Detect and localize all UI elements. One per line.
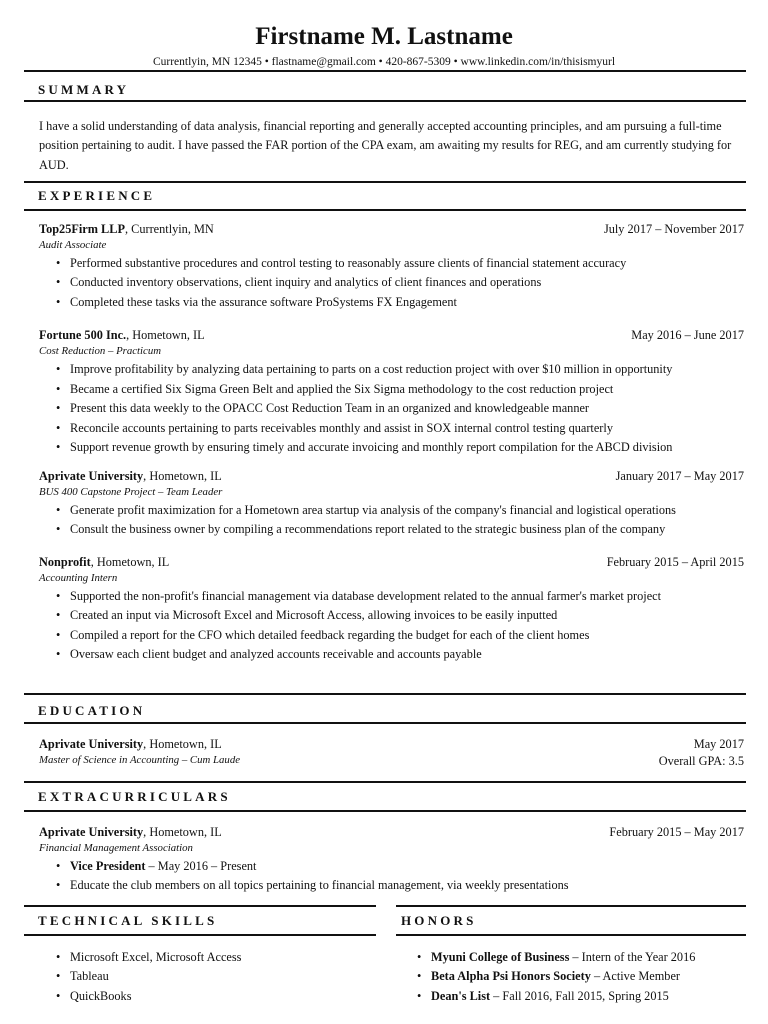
job-entry <box>24 468 746 540</box>
divider <box>396 934 746 936</box>
job-entry <box>24 327 746 458</box>
job-bullets <box>24 254 746 313</box>
divider <box>24 722 746 724</box>
divider <box>24 209 746 211</box>
honors-list <box>396 948 746 1007</box>
activity-title: Financial Management Association <box>39 841 193 854</box>
bullet-item: • Created an input via Microsoft Excel and Microsoft Access, allowing invoices to be easily inputted <box>70 606 746 626</box>
job-title: Accounting Intern <box>39 571 118 584</box>
bullet-item: • Conducted inventory observations, client inquiry and analytics of client finances and operations <box>70 273 746 293</box>
activity-org: Aprivate University <box>39 824 144 839</box>
honor-item <box>431 948 746 968</box>
bullet-item: • Supported the non-profit's financial management via database development related to the annual farmer's market project <box>70 587 746 607</box>
activity-location: , Hometown, IL <box>143 824 222 839</box>
honor-name: Myuni College of Business <box>431 949 570 964</box>
honors-section <box>396 905 746 1006</box>
contact-line: Currentlyin, MN 12345 • flastname@gmail.com • 420-867-5309 • www.linkedin.com/in/thisismyurl <box>152 56 616 68</box>
education-section <box>24 693 746 770</box>
divider <box>24 181 746 183</box>
job-bullets <box>24 501 746 540</box>
job-title: Cost Reduction – Practicum <box>39 345 162 357</box>
job-org: Top25Firm LLP <box>39 221 125 236</box>
divider <box>24 934 376 936</box>
job-dates: July 2017 – November 2017 <box>603 221 744 236</box>
resume-name: Firstname M. Lastname <box>255 23 513 50</box>
divider <box>24 905 376 907</box>
skills-section <box>24 905 376 1006</box>
job-dates: January 2017 – May 2017 <box>615 468 744 483</box>
honor-item <box>431 987 746 1007</box>
summary-heading: SUMMARY <box>38 82 130 97</box>
job-dates: February 2015 – April 2015 <box>606 554 744 569</box>
extracurriculars-heading: EXTRACURRICULARS <box>38 789 231 804</box>
bullet-item: • Improve profitability by analyzing data pertaining to parts on a cost reduction project with over $10 million in opportunity <box>70 360 746 380</box>
job-location: , Hometown, IL <box>126 328 205 342</box>
bullet-item: • Performed substantive procedures and control testing to reasonably assure clients of financial statement accuracy <box>70 254 746 274</box>
summary-section <box>24 70 746 175</box>
divider <box>396 905 746 907</box>
graduation-date: May 2017 <box>693 736 744 751</box>
job-org: Aprivate University <box>39 468 144 483</box>
divider <box>24 70 746 72</box>
skill-item: • QuickBooks <box>70 987 376 1007</box>
activity-dates: February 2015 – May 2017 <box>609 824 744 839</box>
divider <box>24 810 746 812</box>
activity-entry <box>24 824 746 896</box>
school-location: , Hometown, IL <box>143 736 222 751</box>
divider <box>24 100 746 102</box>
job-bullets <box>24 360 746 458</box>
job-title: BUS 400 Capstone Project – Team Leader <box>39 485 223 498</box>
honor-item <box>431 967 746 987</box>
skills-list <box>24 948 376 1007</box>
bullet-item: • Compiled a report for the CFO which detailed feedback regarding the budget for each of the client homes <box>70 626 746 646</box>
extracurriculars-section <box>24 781 746 896</box>
bullet-item: • Support revenue growth by ensuring timely and accurate invoicing and monthly report compilation for the ABCD division <box>70 438 746 458</box>
job-entry <box>24 554 746 665</box>
job-org: Fortune 500 Inc. <box>39 328 127 342</box>
honors-heading: HONORS <box>401 913 477 928</box>
job-org: Nonprofit <box>39 554 91 569</box>
bullet-item: • Completed these tasks via the assurance software ProSystems FX Engagement <box>70 293 746 313</box>
honor-detail: – Intern of the Year 2016 <box>569 949 696 964</box>
gpa: Overall GPA: 3.5 <box>658 753 744 768</box>
skills-heading: TECHNICAL SKILLS <box>38 913 218 928</box>
skill-item: • Microsoft Excel, Microsoft Access <box>70 948 376 968</box>
job-dates: May 2016 – June 2017 <box>631 328 744 342</box>
bullet-item: • Became a certified Six Sigma Green Belt and applied the Six Sigma methodology to the cost reduction project <box>70 380 746 400</box>
job-bullets <box>24 587 746 665</box>
activity-bullets <box>24 857 746 896</box>
bullet-item <box>70 857 746 877</box>
divider <box>24 781 746 783</box>
role-title: Vice President <box>70 858 146 873</box>
job-location: , Hometown, IL <box>143 468 222 483</box>
honor-name: Dean's List <box>431 988 491 1003</box>
bullet-item: • Educate the club members on all topics pertaining to financial management, via weekly presentations <box>70 876 746 896</box>
job-title: Audit Associate <box>39 238 107 251</box>
bullet-item: • Reconcile accounts pertaining to parts receivables monthly and assist in SOX internal control testing quarterly <box>70 419 746 439</box>
experience-heading: EXPERIENCE <box>38 188 156 203</box>
honor-detail: – Active Member <box>590 969 681 983</box>
skill-item: • Tableau <box>70 967 376 987</box>
job-entry <box>24 221 746 313</box>
education-heading: EDUCATION <box>38 703 146 718</box>
job-location: , Currentlyin, MN <box>124 221 214 236</box>
summary-text: I have a solid understanding of data analysis, financial reporting and generally accepted accounting principles, and am pursuing a full-time position pertaining to audit. I have passed the FAR portion of the CPA exam, am awaiting my results for REG, and am currently studying for AUD. <box>39 118 732 172</box>
honor-name: Beta Alpha Psi Honors Society <box>431 969 591 983</box>
experience-section <box>24 181 746 665</box>
bullet-item: • Present this data weekly to the OPACC Cost Reduction Team in an organized and knowledgeable manner <box>70 399 746 419</box>
education-entry <box>24 736 746 770</box>
bullet-item: • Generate profit maximization for a Hometown area startup via analysis of the company's financial and logistical operations <box>70 501 746 521</box>
bullet-item: • Oversaw each client budget and analyzed accounts receivable and accounts payable <box>70 645 746 665</box>
honor-detail: – Fall 2016, Fall 2015, Spring 2015 <box>490 988 669 1003</box>
role-dates: – May 2016 – Present <box>145 858 257 873</box>
school-name: Aprivate University <box>39 736 144 751</box>
bullet-item: • Consult the business owner by compiling a recommendations report related to the strategic business plan of the company <box>70 520 746 540</box>
divider <box>24 693 746 695</box>
job-location: , Hometown, IL <box>90 554 170 569</box>
degree: Master of Science in Accounting – Cum Laude <box>39 753 241 766</box>
